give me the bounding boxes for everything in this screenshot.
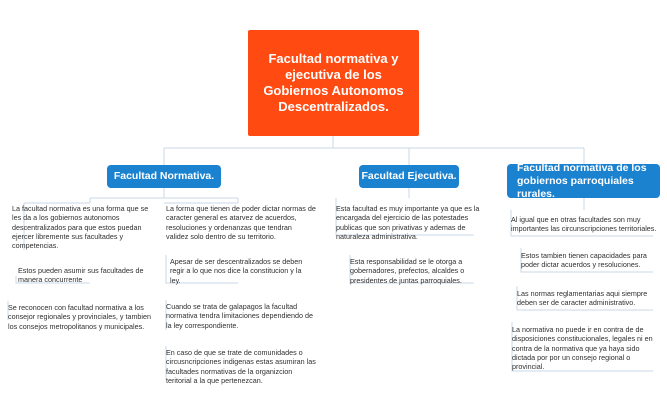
leaf-node[interactable]: La normativa no puede ir en contra de de disposiciones constitucionales, legales ni en contra de la normativa que ya haya sido dictada por por un consejo regional o provincial. [512,325,653,372]
leaf-node[interactable]: Al igual que en otras facultades son muy importantes las circunscripciones territoriales. [511,215,657,234]
root-title: Facultad normativa y ejecutiva de los Gobiernos Autonomos Descentralizados. [263,51,404,114]
leaf-node[interactable]: La forma que tienen de poder dictar normas de caracter general es atarvez de acuerdos, resoluciones y ordenanzas que tendran validez solo dentro de su territorio. [166,204,316,241]
leaf-node[interactable]: Se reconocen con facultad normativa a los consejor regionales y provinciales, y tambien los consejos metropolitanos y municipales. [8,303,152,331]
branch-facultad-ejecutiva[interactable] [359,165,459,188]
leaf-node[interactable]: Esta responsabilidad se le otorga a gobernadores, prefectos, alcaldes o presidentes de juntas parroquiales. [350,257,465,285]
leaf-node[interactable]: Las normas reglamentarias aqui siempre deben ser de caracter administrativo. [517,289,648,308]
leaf-node[interactable]: Estos tambien tienen capacidades para poder dictar acuerdos y resoluciones. [521,251,647,270]
branch-label: Facultad Ejecutiva. [361,170,457,182]
leaf-node[interactable]: Estos pueden asumir sus facultades de manera concurrente [18,266,144,285]
root-node[interactable] [248,30,419,136]
leaf-node[interactable]: Cuando se trata de galapagos la facultad normativa tendra limitaciones dependiendo de la ley correspondiente. [166,302,314,330]
leaf-node[interactable]: Apesar de ser descentralizados se deben regir a lo que nos dice la constitucion y la ley. [170,257,303,285]
leaf-node[interactable]: La facultad normativa es una forma que se les da a los gobiernos autonomos descentralizados para que estos puedan ejercer libremente sus facultades y competencias. [12,204,149,251]
branch-gobiernos-parroquiales[interactable] [507,161,660,200]
leaf-node[interactable]: En caso de que se trate de comunidades o circusncripciones indigenas estas asumiran las facultades normativas de la organizcion teritorial a la que pertenezcan. [166,348,316,385]
branch-facultad-normativa[interactable] [107,165,221,188]
branch-label: Facultad Normativa. [113,170,215,182]
branch-label: Facultad normativa de los gobiernos parroquiales rurales. [517,161,647,200]
leaf-node[interactable]: Esta facultad es muy importante ya que es la encargada del ejercicio de las potestades publicas que son privativas y ademas de naturaleza administrativa. [336,204,480,241]
